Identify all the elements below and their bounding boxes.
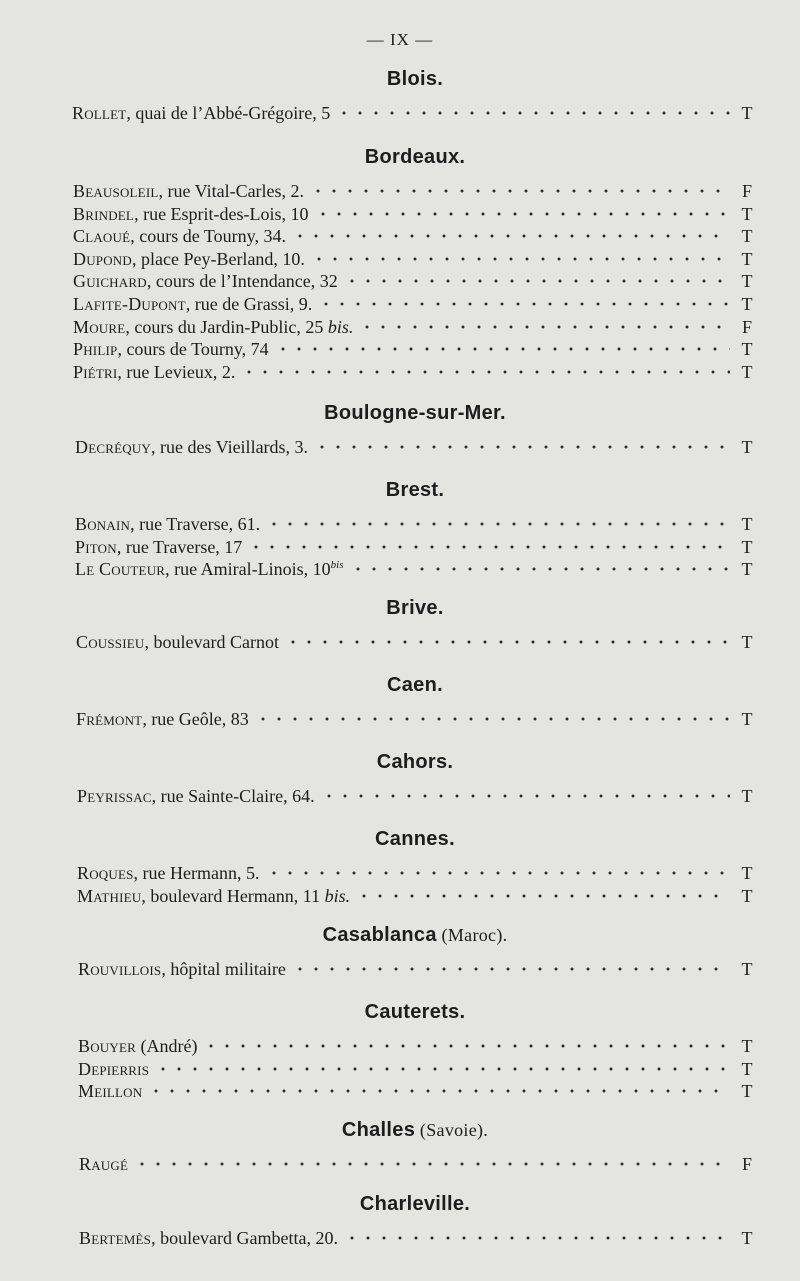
- city-name: Cannes.: [375, 828, 455, 850]
- city-name: Blois.: [386, 68, 444, 90]
- directory-entry: [75, 558, 758, 580]
- directory-entry: [73, 361, 758, 383]
- entry-text: [75, 558, 344, 580]
- entry-text: [78, 1080, 142, 1102]
- entry-code: T: [741, 361, 753, 382]
- entry-name: Mathieu: [77, 885, 142, 906]
- city-heading: [0, 597, 800, 620]
- entry-text: [78, 1035, 197, 1057]
- entry-text: [75, 536, 242, 558]
- city-heading: [0, 828, 800, 851]
- entry-code: F: [741, 316, 752, 337]
- entry-address: , cours du Jardin-Public, 25: [125, 316, 328, 337]
- entry-name: Decréquy: [75, 437, 151, 457]
- entry-text: [72, 102, 330, 124]
- entry-text: [79, 1227, 338, 1249]
- entry-text: [77, 862, 260, 884]
- entry-text: [73, 180, 304, 202]
- city-heading: [0, 402, 800, 425]
- entry-address: , rue de Grassi, 9.: [185, 294, 313, 314]
- entry-code: T: [741, 514, 753, 534]
- directory-entry: [73, 180, 758, 202]
- entry-code: T: [741, 863, 753, 883]
- dot-leader: [285, 635, 730, 649]
- dot-leader: [344, 274, 730, 288]
- directory-entry: [78, 958, 758, 980]
- dot-leader: [350, 562, 731, 576]
- entry-name: Philip: [73, 339, 118, 360]
- entry-code: T: [741, 203, 753, 224]
- entry-code: T: [741, 339, 753, 360]
- entry-address: , rue Traverse, 17: [116, 536, 243, 557]
- dot-leader: [266, 866, 730, 880]
- dot-leader: [336, 106, 730, 120]
- entry-code: T: [741, 1058, 753, 1079]
- directory-entry: [76, 708, 758, 730]
- city-heading: [0, 68, 800, 91]
- entry-italic: bis.: [324, 885, 351, 906]
- directory-entry: [73, 203, 758, 225]
- city-name: Charleville.: [359, 1193, 471, 1215]
- entry-address: , cours de l’Intendance, 32: [146, 271, 338, 292]
- city-heading: [0, 1193, 800, 1216]
- entry-address: , rue Amiral-Linois, 10: [165, 559, 331, 580]
- dot-leader: [203, 1039, 730, 1053]
- dot-leader: [314, 440, 730, 454]
- entry-name: Piétri: [73, 361, 118, 382]
- entry-name: Raugé: [79, 1154, 129, 1174]
- city-name: Boulogne-sur-Mer.: [324, 402, 506, 424]
- entry-text: [73, 293, 312, 315]
- entry-text: [77, 785, 315, 807]
- dot-leader: [266, 517, 730, 531]
- entry-code: T: [741, 271, 753, 292]
- directory-entry: [76, 631, 758, 653]
- city-name: Cahors.: [376, 751, 454, 773]
- entry-address: , rue Geôle, 83: [142, 709, 249, 729]
- entry-name: Moure: [73, 316, 126, 337]
- entry-name: Lafite-Dupont: [73, 294, 186, 314]
- dot-leader: [275, 342, 730, 356]
- entry-text: [75, 436, 308, 458]
- page-number: — IX —: [366, 30, 434, 49]
- directory-entry: [79, 1153, 758, 1175]
- dot-leader: [311, 252, 730, 266]
- entry-name: Rollet: [72, 103, 127, 123]
- directory-entry: [73, 338, 758, 360]
- entry-code: T: [741, 248, 753, 269]
- entry-address: , boulevard Carnot: [144, 632, 279, 652]
- city-name: Brive.: [386, 597, 444, 619]
- entry-code: T: [741, 103, 753, 123]
- dot-leader: [292, 962, 730, 976]
- dot-leader: [344, 1231, 730, 1245]
- entry-code: T: [741, 294, 753, 314]
- directory-entry: [75, 436, 758, 458]
- entry-text: [75, 513, 260, 535]
- entry-code: T: [741, 632, 753, 652]
- city-name: Brest.: [385, 479, 445, 501]
- entry-code: T: [741, 536, 753, 557]
- directory-entry: [77, 862, 758, 884]
- entry-name: Brindel: [73, 203, 135, 224]
- city-name: Caen.: [387, 674, 443, 696]
- dot-leader: [134, 1157, 730, 1171]
- entry-text: [73, 361, 235, 383]
- entry-address: , rue des Vieillards, 3.: [151, 437, 309, 457]
- dot-leader: [359, 320, 730, 334]
- directory-entry: [78, 1080, 758, 1102]
- entry-code: T: [741, 1228, 753, 1248]
- entry-text: [73, 316, 353, 338]
- entry-name: Frémont: [76, 709, 143, 729]
- entry-code: T: [741, 885, 753, 906]
- entry-address: , boulevard Hermann, 11: [141, 885, 325, 906]
- directory-entry: [72, 102, 758, 124]
- dot-leader: [321, 789, 730, 803]
- entry-name: Depierris: [78, 1058, 150, 1079]
- directory-entry: [73, 293, 758, 315]
- dot-leader: [356, 889, 730, 903]
- city-region: (Savoie).: [415, 1120, 489, 1140]
- city-heading: [0, 1001, 800, 1024]
- entry-text: [73, 270, 338, 292]
- entry-code: T: [741, 226, 753, 247]
- dot-leader: [292, 229, 730, 243]
- entry-address: , rue Esprit-des-Lois, 10: [134, 203, 309, 224]
- entry-address: , cours de Tourny, 74: [117, 339, 269, 360]
- entry-text: [73, 203, 309, 225]
- entry-address: , rue Hermann, 5.: [133, 863, 260, 883]
- city-heading: [0, 146, 800, 169]
- entry-address: , quai de l’Abbé-Grégoire, 5: [126, 103, 331, 123]
- entry-text: [73, 338, 269, 360]
- entry-code: T: [741, 786, 753, 806]
- city-region: (Maroc).: [436, 925, 508, 945]
- entry-address: , place Pey-Berland, 10.: [131, 248, 305, 269]
- entry-name: Bertemès: [79, 1228, 152, 1248]
- entry-name: Bonain: [75, 514, 131, 534]
- directory-entry: [73, 248, 758, 270]
- city-heading: [0, 751, 800, 774]
- directory-entry: [79, 1227, 758, 1249]
- directory-entry: [75, 536, 758, 558]
- dot-leader: [241, 365, 730, 379]
- entry-code: T: [741, 959, 753, 979]
- city-heading: [0, 479, 800, 502]
- entry-text: [73, 248, 305, 270]
- city-heading: [0, 1119, 800, 1142]
- entry-name: Roques: [77, 863, 134, 883]
- entry-name: Le Couteur: [75, 559, 166, 580]
- city-name: Cauterets.: [364, 1001, 466, 1023]
- dot-leader: [310, 184, 730, 198]
- directory-entry: [73, 316, 758, 338]
- entry-text: [79, 1153, 128, 1175]
- entry-name: Guichard: [73, 271, 147, 292]
- entry-address: , rue Traverse, 61.: [130, 514, 261, 534]
- directory-entry: [75, 513, 758, 535]
- dot-leader: [255, 712, 730, 726]
- entry-code: T: [741, 709, 753, 729]
- dot-leader: [155, 1062, 730, 1076]
- dot-leader: [148, 1084, 730, 1098]
- entry-text: [73, 225, 286, 247]
- entry-name: Piton: [75, 536, 117, 557]
- directory-entry: [77, 785, 758, 807]
- entry-text: [78, 958, 286, 980]
- entry-name: Claoué: [73, 226, 131, 247]
- directory-entry: [78, 1035, 758, 1057]
- city-heading: [0, 674, 800, 697]
- entry-text: [77, 885, 350, 907]
- dot-leader: [248, 540, 730, 554]
- city-name: Casablanca: [322, 924, 437, 946]
- entry-address: , rue Levieux, 2.: [117, 361, 236, 382]
- entry-name: Beausoleil: [73, 181, 159, 201]
- entry-name: Dupond: [73, 248, 132, 269]
- entry-text: [76, 631, 279, 653]
- entry-text: [76, 708, 249, 730]
- entry-code: T: [741, 437, 753, 457]
- entry-address: , rue Sainte-Claire, 64.: [151, 786, 315, 806]
- entry-name: Meillon: [78, 1081, 143, 1102]
- directory-entry: [73, 225, 758, 247]
- entry-address: , cours de Tourny, 34.: [130, 226, 286, 247]
- city-name: Bordeaux.: [364, 146, 466, 168]
- directory-entry: [77, 885, 758, 907]
- entry-italic: bis.: [327, 316, 354, 337]
- entry-superscript: bis: [330, 559, 344, 572]
- entry-code: T: [741, 1081, 753, 1102]
- entry-code: F: [741, 181, 752, 201]
- dot-leader: [318, 297, 730, 311]
- directory-entry: [73, 270, 758, 292]
- entry-name: Coussieu: [76, 632, 145, 652]
- directory-entry: [78, 1058, 758, 1080]
- entry-address: (André): [135, 1036, 198, 1056]
- entry-name: Rouvillois: [78, 959, 162, 979]
- entry-code: T: [741, 559, 753, 580]
- entry-address: , rue Vital-Carles, 2.: [158, 181, 305, 201]
- city-heading: [0, 924, 800, 947]
- entry-code: F: [741, 1154, 752, 1174]
- entry-address: , hôpital militaire: [161, 959, 286, 979]
- city-name: Challes: [341, 1119, 416, 1141]
- entry-code: T: [741, 1036, 753, 1056]
- entry-text: [78, 1058, 149, 1080]
- entry-name: Bouyer: [78, 1036, 136, 1056]
- entry-name: Peyrissac: [77, 786, 152, 806]
- dot-leader: [315, 207, 730, 221]
- entry-address: , boulevard Gambetta, 20.: [151, 1228, 339, 1248]
